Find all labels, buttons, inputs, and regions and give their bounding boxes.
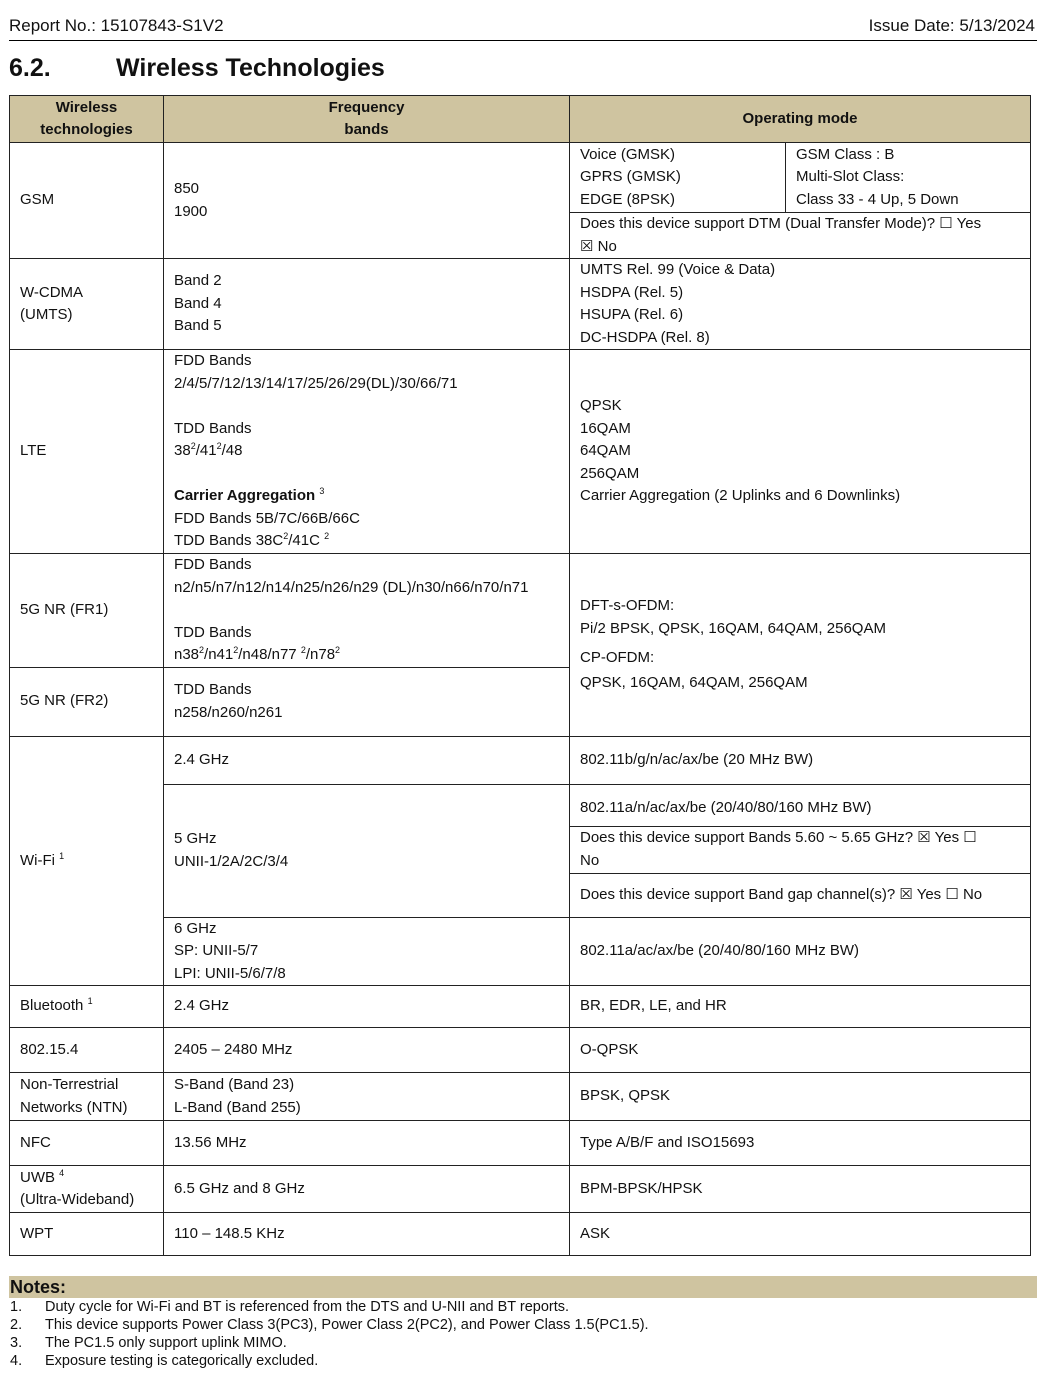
table-row: [10, 917, 1031, 986]
gsm-tech: GSM: [10, 143, 164, 259]
header-technologies: Wireless technologies: [10, 96, 164, 143]
table-row: [10, 1213, 1031, 1256]
bt-freq: 2.4 GHz: [164, 986, 570, 1028]
gsm-modes: Voice (GMSK) GPRS (GMSK) EDGE (8PSK): [570, 143, 786, 213]
nr1-freq: FDD Bands n2/n5/n7/n12/n14/n25/n26/n29 (DL)/n30/n66/n70/n71 TDD Bands $n38^2/n41^2/n48/n77$ $^2/n78^2$: [164, 554, 570, 668]
list-item: 2. This device supports Power Class 3(PC3), Power Class 2(PC2), and Power Class 1.5(PC1.5).: [10, 1317, 649, 1333]
table-row: [10, 1028, 1031, 1073]
wcdma-freq: Band 2 Band 4 Band 5: [164, 259, 570, 350]
wifi-2g-freq: 2.4 GHz: [164, 736, 570, 784]
page-header: [9, 16, 1037, 41]
zb-tech: 802.15.4: [10, 1028, 164, 1073]
gsm-dtm: Does this device support DTM (Dual Transfer Mode)? ☐ Yes ☒ No: [570, 213, 1031, 259]
uwb-tech: UWB $^4$ (Ultra-Wideband): [10, 1166, 164, 1213]
notes-title: Notes:: [9, 1276, 1037, 1298]
wifi-6g-mode: 802.11a/ac/ax/be (20/40/80/160 MHz BW): [570, 917, 1031, 986]
bt-tech: Bluetooth $^1$: [10, 986, 164, 1028]
table-header-row: [10, 96, 1031, 143]
zb-freq: 2405 – 2480 MHz: [164, 1028, 570, 1073]
bt-mode: BR, EDR, LE, and HR: [570, 986, 1031, 1028]
table-row: [10, 350, 1031, 554]
wcdma-tech: W-CDMA (UMTS): [10, 259, 164, 350]
wifi-5g-freq: 5 GHz UNII-1/2A/2C/3/4: [164, 784, 570, 917]
list-item: 1. Duty cycle for Wi-Fi and BT is referenced from the DTS and U-NII and BT reports.: [10, 1299, 570, 1315]
nfc-tech: NFC: [10, 1121, 164, 1166]
wifi-5g-question-2: Does this device support Band gap channel(s)? ☒ Yes ☐ No: [570, 873, 1031, 917]
lte-mode: QPSK 16QAM 64QAM 256QAM Carrier Aggregation (2 Uplinks and 6 Downlinks): [570, 350, 1031, 554]
table-row: [10, 554, 1031, 668]
table-row: [10, 1073, 1031, 1121]
nfc-mode: Type A/B/F and ISO15693: [570, 1121, 1031, 1166]
wifi-6g-freq: 6 GHz SP: UNII-5/7 LPI: UNII-5/6/7/8: [164, 917, 570, 986]
ntn-freq: S-Band (Band 23) L-Band (Band 255): [164, 1073, 570, 1121]
section-number: 6.2.: [9, 54, 51, 82]
wireless-technologies-table: [9, 95, 1031, 1256]
wifi-tech: Wi-Fi $^1$: [10, 736, 164, 986]
list-item: 4. Exposure testing is categorically excluded.: [10, 1353, 319, 1369]
nr1-tech: 5G NR (FR1): [10, 554, 164, 668]
lte-freq: FDD Bands 2/4/5/7/12/13/14/17/25/26/29(DL)/30/66/71 TDD Bands $38^2/41^2/48$ Carrier Aggregation $^3$ FDD Bands 5B/7C/66B/66C TDD Bands $38C^2/41C$ $^2$: [164, 350, 570, 554]
wcdma-mode: UMTS Rel. 99 (Voice & Data) HSDPA (Rel. 5) HSUPA (Rel. 6) DC-HSDPA (Rel. 8): [570, 259, 1031, 350]
nr2-tech: 5G NR (FR2): [10, 667, 164, 736]
wifi-2g-mode: 802.11b/g/n/ac/ax/be (20 MHz BW): [570, 736, 1031, 784]
table-row: [10, 143, 1031, 213]
table-row: [10, 1121, 1031, 1166]
ntn-tech: Non-Terrestrial Networks (NTN): [10, 1073, 164, 1121]
table-row: [10, 986, 1031, 1028]
gsm-freq: 850 1900: [164, 143, 570, 259]
table-row: [10, 784, 1031, 826]
uwb-freq: 6.5 GHz and 8 GHz: [164, 1166, 570, 1213]
wpt-mode: ASK: [570, 1213, 1031, 1256]
report-number: Report No.: 15107843-S1V2: [9, 16, 224, 35]
section-title: Wireless Technologies: [116, 54, 385, 82]
zb-mode: O-QPSK: [570, 1028, 1031, 1073]
issue-date: Issue Date: 5/13/2024: [868, 16, 1035, 35]
nr2-freq: TDD Bands n258/n260/n261: [164, 667, 570, 736]
nfc-freq: 13.56 MHz: [164, 1121, 570, 1166]
wifi-5g-question-1: Does this device support Bands 5.60 ~ 5.65 GHz? ☒ Yes ☐ No: [570, 826, 1031, 873]
notes-list: [9, 1298, 1037, 1370]
header-operating-mode: Operating mode: [570, 96, 1031, 143]
header-frequency: Frequency bands: [164, 96, 570, 143]
lte-tech: LTE: [10, 350, 164, 554]
wifi-5g-mode: 802.11a/n/ac/ax/be (20/40/80/160 MHz BW): [570, 784, 1031, 826]
uwb-mode: BPM-BPSK/HPSK: [570, 1166, 1031, 1213]
list-item: 3. The PC1.5 only support uplink MIMO.: [10, 1335, 287, 1351]
table-row: [10, 736, 1031, 784]
gsm-class: GSM Class : B Multi-Slot Class: Class 33 - 4 Up, 5 Down: [786, 143, 1031, 213]
notes-section: [9, 1276, 1037, 1370]
nr-mode: DFT-s-OFDM: Pi/2 BPSK, QPSK, 16QAM, 64QAM, 256QAM CP-OFDM: QPSK, 16QAM, 64QAM, 256QAM: [570, 554, 1031, 737]
table-row: [10, 1166, 1031, 1213]
ntn-mode: BPSK, QPSK: [570, 1073, 1031, 1121]
table-row: [10, 259, 1031, 350]
wpt-tech: WPT: [10, 1213, 164, 1256]
wpt-freq: 110 – 148.5 KHz: [164, 1213, 570, 1256]
